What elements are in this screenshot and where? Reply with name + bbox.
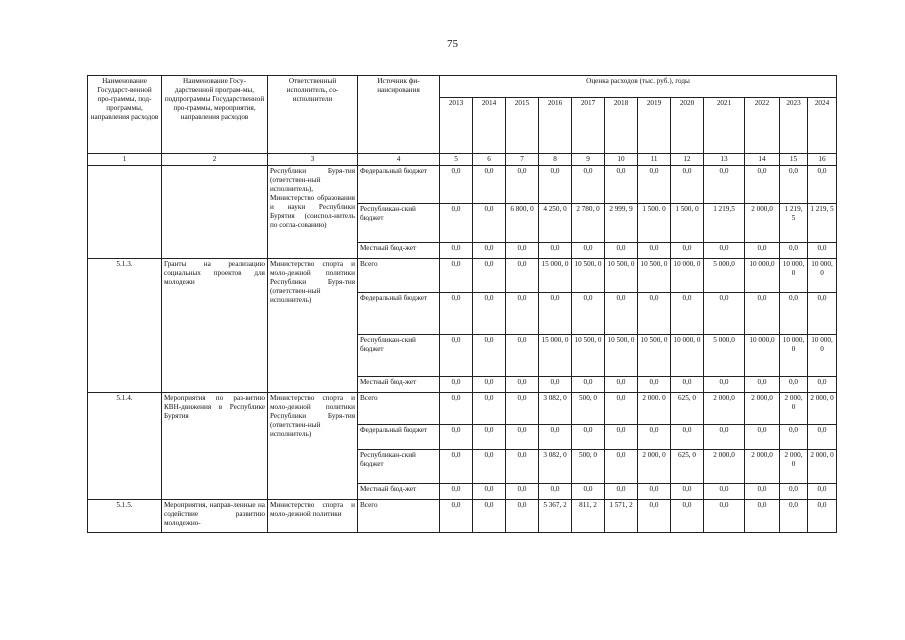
- cost-value: 0,0: [780, 293, 808, 335]
- cost-value: 0,0: [539, 166, 572, 204]
- year-header: 2023: [780, 98, 808, 154]
- cost-value: 0,0: [704, 243, 745, 259]
- cost-value: 0,0: [704, 425, 745, 450]
- cost-value: 0,0: [539, 484, 572, 500]
- cost-value: 10 500, 0: [638, 259, 671, 293]
- cost-value: 0,0: [671, 500, 704, 533]
- cost-value: 0,0: [638, 293, 671, 335]
- cost-value: 0,0: [638, 377, 671, 393]
- column-number: 8: [539, 154, 572, 166]
- cost-value: 0,0: [780, 166, 808, 204]
- cost-value: 0,0: [473, 166, 506, 204]
- cost-value: 2 000,0: [704, 393, 745, 425]
- cost-value: 0,0: [808, 243, 837, 259]
- funding-source: Местный бюд-жет: [358, 484, 440, 500]
- cost-value: 0,0: [780, 425, 808, 450]
- cost-value: 0,0: [473, 377, 506, 393]
- cost-value: 0,0: [808, 500, 837, 533]
- cost-value: 0,0: [745, 484, 780, 500]
- cost-value: 0,0: [572, 293, 605, 335]
- column-number: 10: [605, 154, 638, 166]
- cost-value: 0,0: [605, 293, 638, 335]
- cost-value: 0,0: [745, 500, 780, 533]
- cost-value: 0,0: [704, 500, 745, 533]
- funding-source: Всего: [358, 393, 440, 425]
- cost-value: 625, 0: [671, 450, 704, 484]
- table-row: [88, 166, 837, 204]
- cost-value: 1 219, 5: [780, 204, 808, 243]
- cost-value: 1 500, 0: [671, 204, 704, 243]
- cost-value: 2 000,0: [745, 204, 780, 243]
- measure-code: 5.1.5.: [88, 500, 162, 533]
- cost-value: 0,0: [473, 204, 506, 243]
- page-number: 75: [447, 38, 458, 50]
- cost-value: 0,0: [638, 484, 671, 500]
- cost-value: 0,0: [572, 377, 605, 393]
- cost-value: 0,0: [745, 377, 780, 393]
- cost-value: 0,0: [780, 243, 808, 259]
- cost-value: 2 000, 0: [638, 450, 671, 484]
- column-number: 7: [506, 154, 539, 166]
- column-number: 1: [88, 154, 162, 166]
- cost-value: 0,0: [440, 259, 473, 293]
- cost-value: 0,0: [638, 425, 671, 450]
- cost-value: 15 000, 0: [539, 259, 572, 293]
- cost-value: 0,0: [506, 259, 539, 293]
- cost-value: 0,0: [539, 425, 572, 450]
- cost-value: 0,0: [473, 335, 506, 377]
- funding-source: Местный бюд-жет: [358, 377, 440, 393]
- cost-value: 0,0: [473, 500, 506, 533]
- year-header: 2022: [745, 98, 780, 154]
- cost-value: 0,0: [745, 293, 780, 335]
- funding-source: Местный бюд-жет: [358, 243, 440, 259]
- measure-name: Мероприятия по раз-витию КВН-движения в Республике Бурятия: [162, 393, 268, 500]
- cost-value: 0,0: [440, 335, 473, 377]
- year-header: 2021: [704, 98, 745, 154]
- cost-value: 10 000, 0: [671, 259, 704, 293]
- cost-value: 0,0: [473, 393, 506, 425]
- cost-value: 2 000,0: [745, 450, 780, 484]
- table-row: [88, 500, 837, 533]
- year-header: 2014: [473, 98, 506, 154]
- executor: Министерство спорта и моло-дежной политики Республики Буря-тия (ответствен-ный исполнитель): [268, 393, 358, 500]
- cost-value: 3 082, 0: [539, 393, 572, 425]
- cost-value: 0,0: [745, 425, 780, 450]
- cost-value: 0,0: [440, 377, 473, 393]
- cost-value: 1 219, 5: [808, 204, 837, 243]
- column-number: 2: [162, 154, 268, 166]
- cost-value: 10 500, 0: [572, 335, 605, 377]
- cost-value: 0,0: [572, 425, 605, 450]
- year-header: 2020: [671, 98, 704, 154]
- header-program: Наименование Государст-венной про-граммы, под-программы, направления расходов: [88, 76, 162, 154]
- cost-value: 0,0: [605, 377, 638, 393]
- cost-value: 0,0: [440, 484, 473, 500]
- cost-value: 2 000, 0: [808, 393, 837, 425]
- cost-value: 1 571, 2: [605, 500, 638, 533]
- cost-value: 0,0: [506, 450, 539, 484]
- measure-name: [162, 166, 268, 259]
- year-header: 2017: [572, 98, 605, 154]
- cost-value: 0,0: [605, 484, 638, 500]
- cost-value: 2 000. 0: [638, 393, 671, 425]
- cost-value: 2 780, 0: [572, 204, 605, 243]
- cost-value: 0,0: [780, 377, 808, 393]
- cost-value: 5 367, 2: [539, 500, 572, 533]
- cost-value: 0,0: [704, 377, 745, 393]
- executor: Республики Буря-тия (ответствен-ный исполнитель), Министерство образования и науки Республики Бурятия (соиспол-нитель по согла-сованию): [268, 166, 358, 259]
- cost-value: 811, 2: [572, 500, 605, 533]
- cost-value: 0,0: [572, 484, 605, 500]
- column-number: 9: [572, 154, 605, 166]
- cost-value: 0,0: [473, 425, 506, 450]
- cost-value: 0,0: [506, 243, 539, 259]
- cost-value: 10 000, 0: [808, 335, 837, 377]
- year-header: 2024: [808, 98, 837, 154]
- cost-value: 0,0: [808, 166, 837, 204]
- funding-source: Всего: [358, 500, 440, 533]
- year-header: 2016: [539, 98, 572, 154]
- cost-value: 2 999, 9: [605, 204, 638, 243]
- cost-value: 10 000, 0: [808, 259, 837, 293]
- cost-value: 0,0: [745, 243, 780, 259]
- measure-code: 5.1.3.: [88, 259, 162, 393]
- cost-value: 0,0: [539, 243, 572, 259]
- measure-code: [88, 166, 162, 259]
- cost-value: 2 000, 0: [780, 393, 808, 425]
- cost-value: 0,0: [440, 500, 473, 533]
- cost-value: 0,0: [539, 377, 572, 393]
- cost-value: 2 000,0: [704, 450, 745, 484]
- cost-value: 0,0: [572, 243, 605, 259]
- cost-value: 0,0: [671, 484, 704, 500]
- cost-value: 5 000,0: [704, 335, 745, 377]
- cost-value: 0,0: [808, 377, 837, 393]
- cost-value: 0,0: [440, 293, 473, 335]
- cost-value: 1 219,5: [704, 204, 745, 243]
- cost-value: 0,0: [506, 425, 539, 450]
- cost-value: 5 000,0: [704, 259, 745, 293]
- cost-value: 0,0: [440, 450, 473, 484]
- cost-value: 0,0: [572, 166, 605, 204]
- funding-source: Федеральный бюджет: [358, 425, 440, 450]
- cost-value: 10 500, 0: [605, 335, 638, 377]
- cost-value: 10 500, 0: [605, 259, 638, 293]
- funding-source: Федеральный бюджет: [358, 166, 440, 204]
- executor: Министерство спорта и моло-дежной политики: [268, 500, 358, 533]
- cost-value: 0,0: [638, 243, 671, 259]
- cost-value: 10 000, 0: [780, 259, 808, 293]
- budget-table: [87, 75, 837, 533]
- column-number: 16: [808, 154, 837, 166]
- cost-value: 0,0: [638, 500, 671, 533]
- measure-name: Мероприятия, направ-ленные на содействие развитию молодежно-: [162, 500, 268, 533]
- column-number: 13: [704, 154, 745, 166]
- cost-value: 0,0: [506, 335, 539, 377]
- cost-value: 3 082, 0: [539, 450, 572, 484]
- cost-value: 0,0: [808, 293, 837, 335]
- cost-value: 0,0: [473, 293, 506, 335]
- measure-code: 5.1.4.: [88, 393, 162, 500]
- cost-value: 0,0: [506, 393, 539, 425]
- header-executor: Ответственный исполнитель, со-исполнители: [268, 76, 358, 154]
- cost-value: 0,0: [745, 166, 780, 204]
- cost-value: 10 000,0: [745, 259, 780, 293]
- cost-value: 0,0: [704, 484, 745, 500]
- cost-value: 500, 0: [572, 450, 605, 484]
- cost-value: 0,0: [605, 393, 638, 425]
- cost-value: 0,0: [704, 166, 745, 204]
- cost-value: 10 000, 0: [780, 335, 808, 377]
- cost-value: 0,0: [440, 393, 473, 425]
- cost-value: 0,0: [671, 293, 704, 335]
- cost-value: 0,0: [605, 166, 638, 204]
- cost-value: 0,0: [605, 425, 638, 450]
- cost-value: 0,0: [671, 425, 704, 450]
- column-number: 15: [780, 154, 808, 166]
- column-number: 4: [358, 154, 440, 166]
- funding-source: Всего: [358, 259, 440, 293]
- funding-source: Республикан-ский бюджет: [358, 335, 440, 377]
- header-source: Источник фи-нансирования: [358, 76, 440, 154]
- cost-value: 0,0: [473, 243, 506, 259]
- column-number: 12: [671, 154, 704, 166]
- cost-value: 0,0: [473, 484, 506, 500]
- cost-value: 0,0: [440, 204, 473, 243]
- year-header: 2013: [440, 98, 473, 154]
- measure-name: Гранты на реализацию социальных проектов для молодежи: [162, 259, 268, 393]
- funding-source: Федеральный бюджет: [358, 293, 440, 335]
- cost-value: 0,0: [473, 259, 506, 293]
- cost-value: 6 800, 0: [506, 204, 539, 243]
- cost-value: 0,0: [671, 166, 704, 204]
- cost-value: 0,0: [638, 166, 671, 204]
- cost-value: 625, 0: [671, 393, 704, 425]
- cost-value: 0,0: [440, 425, 473, 450]
- cost-value: 0,0: [808, 425, 837, 450]
- cost-value: 0,0: [539, 293, 572, 335]
- cost-value: 10 500, 0: [638, 335, 671, 377]
- column-number: 6: [473, 154, 506, 166]
- funding-source: Республикан-ский бюджет: [358, 204, 440, 243]
- year-header: 2018: [605, 98, 638, 154]
- cost-value: 15 000, 0: [539, 335, 572, 377]
- funding-source: Республикан-ский бюджет: [358, 450, 440, 484]
- cost-value: 0,0: [605, 450, 638, 484]
- cost-value: 10 000,0: [745, 335, 780, 377]
- cost-value: 2 000,0: [745, 393, 780, 425]
- cost-value: 0,0: [671, 377, 704, 393]
- cost-value: 0,0: [780, 500, 808, 533]
- column-number: 3: [268, 154, 358, 166]
- header-measure: Наименование Госу-дарственной програм-мы, подпрограммы Государственной про-граммы, мероприятия, направления расходов: [162, 76, 268, 154]
- cost-value: 0,0: [506, 166, 539, 204]
- cost-value: 0,0: [506, 293, 539, 335]
- cost-value: 0,0: [440, 166, 473, 204]
- cost-value: 0,0: [704, 293, 745, 335]
- table-row: [88, 393, 837, 425]
- cost-value: 1 500. 0: [638, 204, 671, 243]
- cost-value: 2 000, 0: [780, 450, 808, 484]
- executor: Министерство спорта и моло-дежной политики Республики Буря-тия (ответствен-ный исполнитель): [268, 259, 358, 393]
- cost-value: 0,0: [506, 500, 539, 533]
- table-row: [88, 259, 837, 293]
- cost-value: 0,0: [671, 243, 704, 259]
- header-cost-estimate: Оценка расходов (тыс. руб.), годы: [440, 76, 837, 98]
- column-number: 11: [638, 154, 671, 166]
- cost-value: 0,0: [506, 484, 539, 500]
- cost-value: 4 250, 0: [539, 204, 572, 243]
- column-number: 5: [440, 154, 473, 166]
- cost-value: 0,0: [780, 484, 808, 500]
- cost-value: 500, 0: [572, 393, 605, 425]
- cost-value: 10 500, 0: [572, 259, 605, 293]
- cost-value: 0,0: [440, 243, 473, 259]
- year-header: 2015: [506, 98, 539, 154]
- column-number: 14: [745, 154, 780, 166]
- cost-value: 0,0: [605, 243, 638, 259]
- cost-value: 0,0: [473, 450, 506, 484]
- cost-value: 2 000, 0: [808, 450, 837, 484]
- cost-value: 0,0: [506, 377, 539, 393]
- cost-value: 10 000, 0: [671, 335, 704, 377]
- cost-value: 0,0: [808, 484, 837, 500]
- year-header: 2019: [638, 98, 671, 154]
